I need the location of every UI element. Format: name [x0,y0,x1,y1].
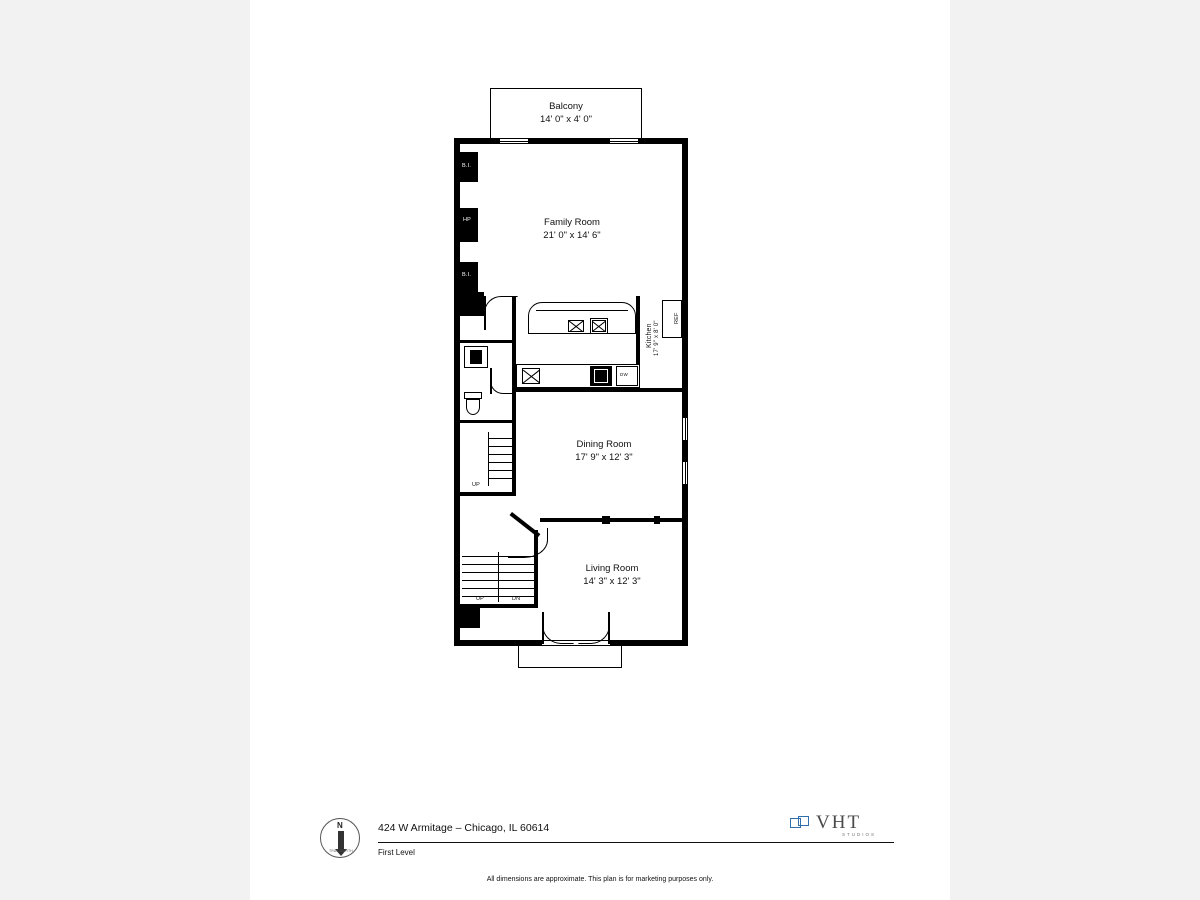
wall-block-lower-left [454,608,480,628]
dishwasher-label: DW [620,372,628,377]
cooktop-icon [568,320,584,332]
family-room-name: Family Room [544,217,600,228]
closet-label-lower: B.I. [462,272,472,278]
compass-ring-text: TRUE NORTH [329,849,353,853]
living-room-dimensions: 14' 3" x 12' 3" [583,576,641,587]
stair-tread [462,580,536,581]
stair-tread [462,572,536,573]
wall-bath-bottom [460,420,516,423]
column-living-right [654,516,660,524]
balcony-name: Balcony [549,101,583,112]
toilet-tank [464,392,482,399]
stair-stringer-lower [498,552,499,602]
front-porch [518,644,622,668]
range-burners [594,369,608,383]
wall-kitchen-bottom [516,388,688,392]
stair-tread [462,564,536,565]
family-room-dimensions: 21' 0" x 14' 6" [543,230,601,241]
stair-tread [488,470,514,471]
compass-north-letter: N [337,821,343,830]
balcony-label [490,100,642,126]
floorplan-sheet [250,0,950,900]
kitchen-partition-wall [636,296,640,364]
wall-dining-living [540,518,688,522]
sink-bowl-island [592,320,606,332]
stair-down-label: DN [512,596,521,602]
stair-tread [488,454,514,455]
window-sill-right [610,141,638,142]
disclaimer-text: All dimensions are approximate. This plan is for marketing purposes only. [486,876,714,883]
vht-logo-mark-icon [790,816,812,830]
window-sill-right-1 [685,418,686,440]
stair-tread [488,438,514,439]
dining-room-dimensions: 17' 9" x 12' 3" [575,452,633,463]
hvac-block [460,208,478,242]
stair-stringer [488,432,489,486]
closet-label-upper: B.I. [462,163,472,169]
kitchen-name: Kitchen [646,323,653,348]
vht-wordmark: VHT [816,812,862,833]
door-swing-bath [490,368,516,394]
living-room-label [550,562,674,588]
exterior-wall-right [682,138,688,646]
wall-stair-bottom [460,492,516,496]
wall-stair-right [512,392,516,496]
island-counter-line [536,310,628,311]
floorplan-drawing [250,0,950,760]
column-dining-living [602,516,610,524]
compass-needle-icon [338,831,344,851]
property-address: 424 W Armitage – Chicago, IL 60614 [378,822,550,834]
stair-curve-lower [508,528,548,558]
door-leaf-bath [490,368,492,394]
vht-studios-logo [790,812,894,842]
door-leaf-closet [484,296,486,330]
window-sill-left [500,141,528,142]
stair-tread [462,588,536,589]
stair-tread [488,462,514,463]
kitchen-dimensions: 17' 9" x 8' 0" [654,320,660,356]
dining-room-label [544,438,664,464]
toilet-bowl [466,399,480,415]
floor-level-label: First Level [378,848,415,857]
footer-divider [378,842,894,843]
hvac-label: HP [463,217,472,223]
vanity-sink [470,350,482,364]
stair-tread [488,446,514,447]
stair-up-label-1: UP [472,482,481,488]
stair-up-label-2: UP [476,596,485,602]
sheet-footer [250,790,950,900]
exterior-wall-top [454,138,688,144]
vht-tagline: STUDIOS [842,832,877,837]
wall-block-mid [454,292,484,316]
stair-tread [488,478,514,479]
door-leaf-entry-left [542,612,544,644]
living-room-name: Living Room [585,563,639,574]
stair-tread [462,596,536,597]
compass-rose [320,818,360,858]
refrigerator-label: REF [674,312,680,324]
door-swing-closet [484,296,518,330]
family-room-label [502,216,642,242]
wall-hall-horizontal [460,340,516,343]
window-sill-right-2 [685,462,686,484]
sink-bowl-counter [522,368,540,384]
balcony-dimensions: 14' 0" x 4' 0" [539,114,593,125]
dining-room-name: Dining Room [576,439,632,450]
door-leaf-entry-right [608,612,610,644]
